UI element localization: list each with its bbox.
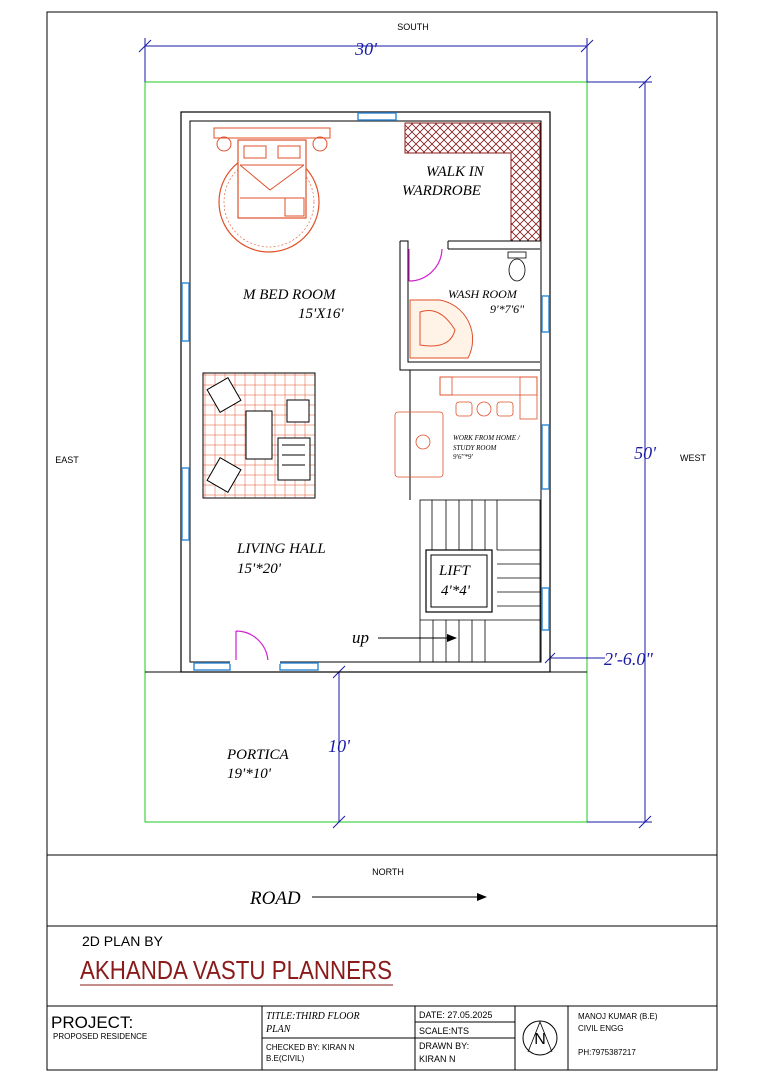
date-text: DATE: 27.05.2025 (419, 1010, 493, 1020)
wash-room-size: 9'*7'6" (490, 302, 525, 316)
lift-size: 4'*4' (441, 583, 470, 599)
wash-room-name: WASH ROOM (448, 287, 517, 301)
living-hall-size: 15'*20' (237, 561, 281, 577)
portica-name: PORTICA (227, 747, 289, 763)
lift-name: LIFT (439, 563, 470, 579)
width-dimension-text: 30' (355, 39, 377, 59)
scale-text: SCALE:NTS (419, 1026, 470, 1036)
master-bed-size: 15'X16' (298, 306, 344, 322)
plan-by-label: 2D PLAN BY (82, 933, 163, 949)
walk-in-label-1: WALK IN (426, 164, 484, 180)
company-name: AKHANDA VASTU PLANNERS (80, 955, 392, 985)
north-symbol-letter: N (534, 1031, 546, 1048)
project-label: PROJECT: (51, 1013, 134, 1032)
living-hall-name: LIVING HALL (237, 541, 326, 557)
portica-size: 19'*10' (227, 766, 271, 782)
study-label-1: WORK FROM HOME / (453, 434, 520, 442)
title-line-2: PLAN (266, 1024, 291, 1035)
south-label: SOUTH (397, 22, 429, 32)
walk-in-label-2: WARDROBE (402, 183, 481, 199)
north-label: NORTH (372, 867, 404, 877)
engineer-phone: PH:7975387217 (578, 1048, 636, 1057)
stair-up-label: up (352, 628, 369, 647)
project-name: PROPOSED RESIDENCE (53, 1032, 148, 1041)
road-label: ROAD (250, 888, 301, 909)
title-line-1: TITLE:THIRD FLOOR (266, 1011, 360, 1022)
drawn-by-label: DRAWN BY: (419, 1041, 470, 1051)
side-dimension-text: 2'-6.0" (604, 649, 653, 669)
study-label-2: STUDY ROOM (453, 444, 497, 452)
setback-dimension-text: 10' (328, 736, 350, 756)
checked-by: CHECKED BY: KIRAN N (266, 1043, 355, 1052)
east-label: EAST (55, 455, 79, 465)
study-size: 9'6"*9' (453, 453, 473, 461)
checked-qualification: B.E(CIVIL) (266, 1054, 305, 1063)
depth-dimension-text: 50' (634, 443, 656, 463)
engineer-role: CIVIL ENGG (578, 1024, 624, 1033)
master-bed-name: M BED ROOM (243, 287, 336, 303)
engineer-name: MANOJ KUMAR (B.E) (578, 1012, 658, 1021)
west-label: WEST (680, 453, 706, 463)
drawn-by-name: KIRAN N (419, 1054, 456, 1064)
